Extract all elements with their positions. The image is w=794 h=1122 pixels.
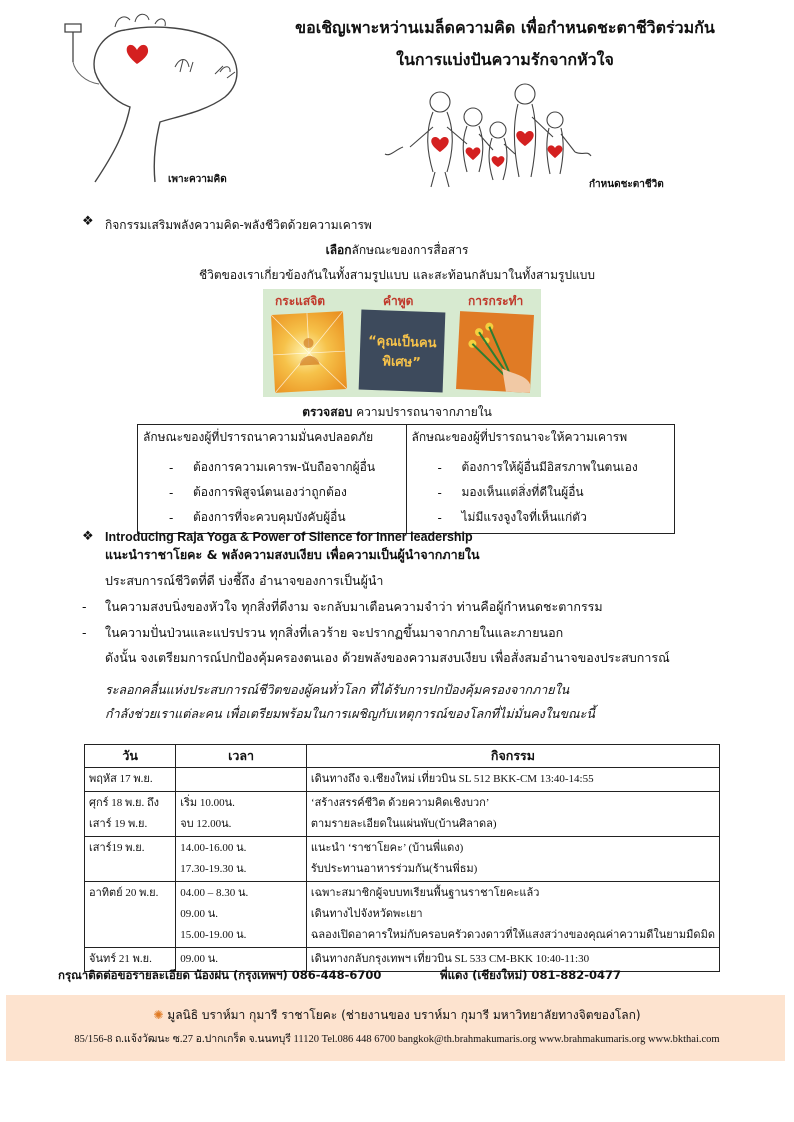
column-header-time: เวลา xyxy=(176,745,307,768)
diamond-bullet-icon: ❖ xyxy=(82,214,94,229)
time-cell xyxy=(180,769,302,790)
activity-cell: เฉพาะสมาชิกผู้จบบทเรียนพื้นฐานราชาโยคะแล้ว xyxy=(310,887,540,899)
thought-panel xyxy=(271,311,347,393)
dash-marker: - xyxy=(82,599,87,614)
footer-address: 85/156-8 ถ.แจ้งวัฒนะ ซ.27 อ.ปากเกร็ด จ.นนทบุรี 11120 Tel.086 448 6700 bangkok@th.brahmakumaris.org www.brahmakumaris.org www.bkthai.com xyxy=(74,1034,720,1045)
activity-cell: แนะนำ ‘ราชาโยคะ’ (บ้านพี่แดง) xyxy=(310,842,464,854)
intro-line: ประสบการณ์ชีวิตที่ดี บ่งชี้ถึง อำนาจของการเป็นผู้นำ xyxy=(105,573,384,588)
day-cell: เสาร์ 19 พ.ย. xyxy=(89,818,148,830)
list-item: - ไม่มีแรงจูงใจที่เห็นแก่ตัว xyxy=(437,510,587,525)
list-item: - ต้องการที่จะควบคุมบังคับผู้อื่น xyxy=(169,510,346,525)
traits-table xyxy=(137,424,675,534)
day-cell: เสาร์19 พ.ย. xyxy=(89,842,145,854)
speech-quote-line1: “คุณเป็นคน xyxy=(367,333,437,352)
time-cell: 09.00 น. xyxy=(180,953,219,965)
italic-line-1: ระลอกคลื่นแห่งประสบการณ์ชีวิตของผู้คนทั่วโลก ที่ได้รับการปกป้องคุ้มครองจากภายใน xyxy=(105,682,570,697)
schedule-table xyxy=(84,744,720,972)
security-traits-cell xyxy=(138,425,407,534)
panel-label-thought: กระแสจิต xyxy=(275,294,326,308)
day-cell: จันทร์ 21 พ.ย. xyxy=(89,953,152,965)
column-header-day: วัน xyxy=(85,745,176,768)
raja-yoga-heading-th: แนะนำราชาโยคะ & พลังความสงบเงียบ เพื่อความเป็นผู้นำจากภายใน xyxy=(105,547,480,562)
activity-cell: ‘สร้างสรรค์ชีวิต ด้วยความคิดเชิงบวก’ xyxy=(310,797,490,809)
contact-left: กรุณาติดต่อขอรายละเอียด น้องฝน (กรุงเทพฯ) 086-448-6700 xyxy=(58,968,382,982)
right-illustration-caption: กำหนดชะตาชีวิต xyxy=(589,179,664,190)
dash-marker: - xyxy=(82,625,87,640)
italic-line-2: กำลังช่วยเราแต่ละคน เพื่อเตรียมพร้อมในการเผชิญกับเหตุการณ์ของโลกที่ไม่มั่นคงในขณะนี้ xyxy=(105,706,595,721)
page-title-line1: ขอเชิญเพาะหว่านเมล็ดความคิด เพื่อกำหนดชะตาชีวิตร่วมกัน xyxy=(295,18,715,37)
lotus-icon: ✺ xyxy=(153,1008,164,1022)
activity-cell: รับประทานอาหารร่วมกัน(ร้านพี่ธม) xyxy=(310,863,478,875)
check-bold: ตรวจสอบ xyxy=(302,405,353,419)
table-row xyxy=(85,837,720,882)
meditating-figure-icon xyxy=(271,311,347,393)
day-cell: พฤหัส 17 พ.ย. xyxy=(89,773,153,785)
diamond-bullet-icon: ❖ xyxy=(82,529,94,544)
activity-cell: เดินทางถึง จ.เชียงใหม่ เที่ยวบิน SL 512 BKK-CM 13:40-14:55 xyxy=(310,773,594,785)
people-holding-hands-illustration xyxy=(375,72,595,190)
choose-bold: เลือก xyxy=(325,243,352,257)
list-item: - ต้องการความเคารพ-นับถือจากผู้อื่น xyxy=(169,460,376,475)
check-rest: ความปรารถนาจากภายใน xyxy=(352,405,492,419)
day-cell: อาทิตย์ 20 พ.ย. xyxy=(89,887,159,899)
footer-band xyxy=(6,995,785,1061)
table-row xyxy=(85,768,720,792)
paragraph-3: ดังนั้น จงเตรียมการณ์ปกป้องคุ้มครองตนเอง ด้วยพลังของความสงบเงียบ เพื่อสั่งสมอำนาจของประสบการณ์ xyxy=(105,650,670,665)
time-cell: 17.30-19.30 น. xyxy=(180,863,247,875)
day-cell: ศุกร์ 18 พ.ย. ถึง xyxy=(89,797,160,809)
panel-label-speech: คำพูด xyxy=(383,294,414,308)
paragraph-1: ในความสงบนิ่งของหัวใจ ทุกสิ่งที่ดีงาม จะกลับมาเตือนความจำว่า ท่านคือผู้กำหนดชะตากรรม xyxy=(105,599,603,614)
table-row xyxy=(85,792,720,837)
list-item: - ต้องการให้ผู้อื่นมีอิสรภาพในตนเอง xyxy=(437,460,638,475)
list-item: - ต้องการพิสูจน์ตนเองว่าถูกต้อง xyxy=(169,485,347,500)
page-title-line2: ในการแบ่งปันความรักจากหัวใจ xyxy=(396,50,614,69)
check-heading xyxy=(0,403,794,422)
security-traits-header: ลักษณะของผู้ที่ปรารถนาความมั่นคงปลอดภัย xyxy=(143,430,374,444)
choose-heading xyxy=(0,241,794,260)
activity-cell: เดินทางกลับกรุงเทพฯ เที่ยวบิน SL 533 CM-BKK 10:40-11:30 xyxy=(310,953,590,965)
raja-yoga-heading-en: Introducing Raja Yoga & Power of Silence for Inner leadership xyxy=(105,530,473,544)
respect-traits-header: ลักษณะของผู้ที่ปรารถนาจะให้ความเคารพ xyxy=(411,430,628,444)
choose-rest: ลักษณะของการสื่อสาร xyxy=(351,243,469,257)
activity-cell: ตามรายละเอียดในแผ่นพับ(บ้านศิลาดล) xyxy=(310,818,497,830)
panel-label-action: การกระทำ xyxy=(468,294,524,308)
table-row xyxy=(85,882,720,948)
communication-subtitle: ชีวิตของเราเกี่ยวข้องกันในทั้งสามรูปแบบ และสะท้อนกลับมาในทั้งสามรูปแบบ xyxy=(198,268,596,282)
list-item: - มองเห็นแต่สิ่งที่ดีในผู้อื่น xyxy=(437,485,584,500)
communication-modes-image xyxy=(263,289,541,397)
paragraph-2: ในความปั่นป่วนและแปรปรวน ทุกสิ่งที่เลวร้าย จะปรากฏขึ้นมาจากภายในและภายนอก xyxy=(105,625,564,640)
activity-cell: เดินทางไปจังหวัดพะเยา xyxy=(310,908,423,920)
time-cell: จบ 12.00น. xyxy=(180,818,232,830)
time-cell: 15.00-19.00 น. xyxy=(180,929,247,941)
seed-thought-illustration xyxy=(55,12,255,190)
speech-panel xyxy=(359,310,446,393)
schedule-header-row xyxy=(85,745,720,768)
flower-bouquet-icon xyxy=(456,311,534,393)
time-cell: 09.00 น. xyxy=(180,908,219,920)
org-name: มูลนิธิ บราห์มา กุมารี ราชาโยคะ (ช่ายงานของ บราห์มา กุมารี มหาวิทยาลัยทางจิตของโลก) xyxy=(167,1008,641,1022)
org-line xyxy=(0,1006,794,1025)
time-cell: 04.00 – 8.30 น. xyxy=(180,887,249,899)
respect-traits-cell xyxy=(406,425,675,534)
column-header-activity: กิจกรรม xyxy=(306,745,719,768)
left-illustration-caption: เพาะความคิด xyxy=(168,174,227,185)
activity-cell: ฉลองเปิดอาคารใหม่กับครอบครัวดวงดาวที่ให้แสงสว่างของคุณค่าความดีในยามมืดมิด xyxy=(310,929,715,941)
time-cell: 14.00-16.00 น. xyxy=(180,842,247,854)
time-cell: เริ่ม 10.00น. xyxy=(180,797,235,809)
activity-bullet-text: กิจกรรมเสริมพลังความคิด-พลังชีวิตด้วยความเคารพ xyxy=(105,218,372,232)
speech-quote-line2: พิเศษ” xyxy=(382,354,422,371)
action-panel xyxy=(456,311,534,393)
contact-right: พี่แดง (เชียงใหม่) 081-882-0477 xyxy=(440,968,622,982)
